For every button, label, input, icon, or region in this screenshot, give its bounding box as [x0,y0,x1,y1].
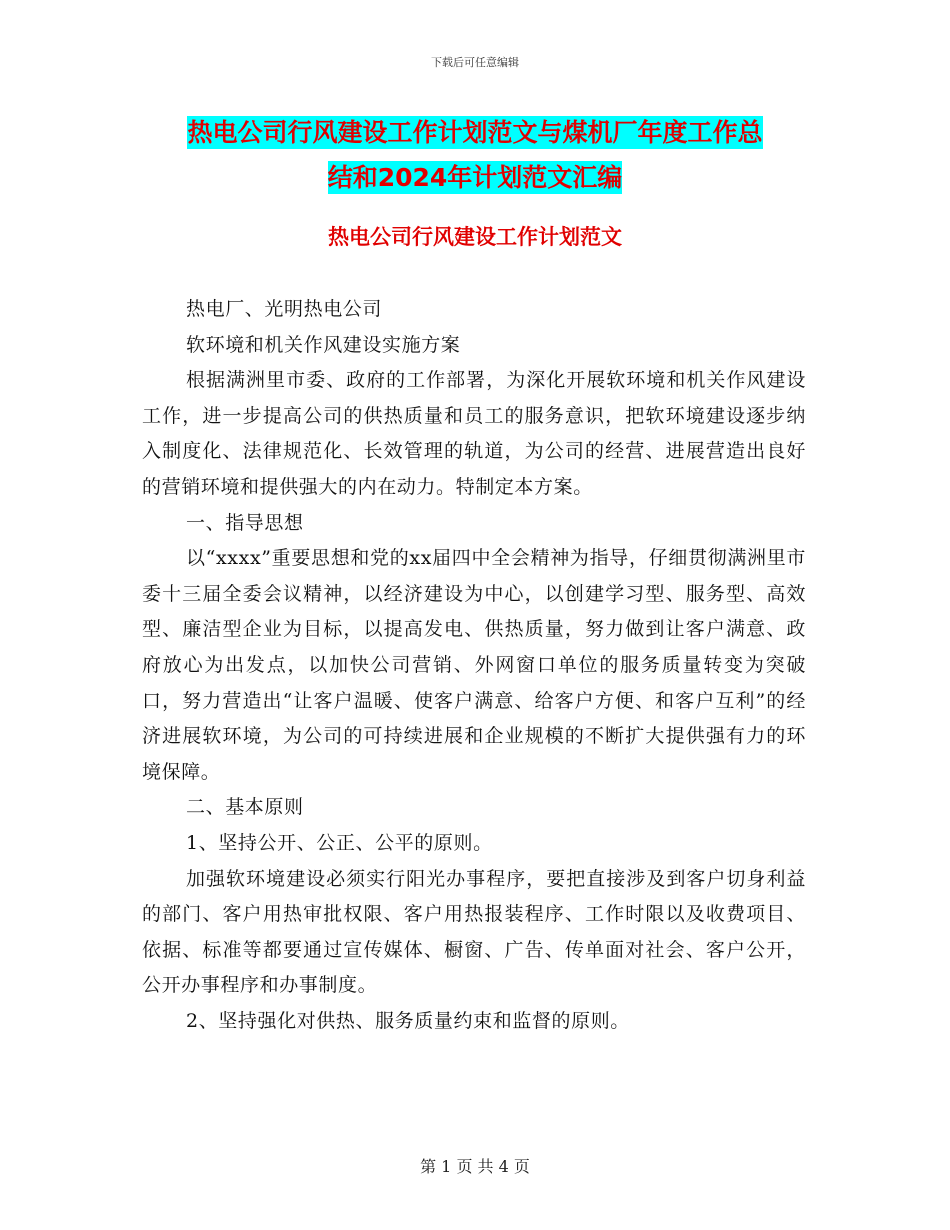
document-title-line-2: 结和2024年计划范文汇编 [327,163,623,192]
paragraph: 根据满洲里市委、政府的工作部署，为深化开展软环境和机关作风建设工作，进一步提高公司的供热质量和员工的服务意识，把软环境建设逐步纳入制度化、法律规范化、长效管理的轨道，为公司的经营、进展营造出良好的营销环境和提供强大的内在动力。特制定本方案。 [142,369,806,498]
page-number: 第 1 页 共 4 页 [420,1157,530,1176]
section-title: 热电公司行风建设工作计划范文 [328,225,622,249]
paragraph: 以“xxxx”重要思想和党的xx届四中全会精神为指导，仔细贯彻满洲里市委十三届全委会议精神，以经济建设为中心，以创建学习型、服务型、高效型、廉洁型企业为目标，以提高发电、供热质量，努力做到让客户满意、政府放心为出发点，以加快公司营销、外网窗口单位的服务质量转变为突破口，努力营造出“让客户温暖、使客户满意、给客户方便、和客户互利”的经济进展软环境，为公司的可持续进展和企业规模的不断扩大提供强有力的环境保障。 [142,547,806,783]
paragraph: 1、坚持公开、公正、公平的原则。 [186,831,493,854]
paragraph: 2、坚持强化对供热、服务质量约束和监督的原则。 [186,1009,630,1032]
document-title [0,110,950,200]
page-header-note: 下载后可任意编辑 [431,56,519,69]
document-body [142,292,806,1039]
paragraph: 二、基本原则 [186,796,304,819]
paragraph: 热电厂、光明热电公司 [186,298,383,320]
paragraph: 加强软环境建设必须实行阳光办事程序，要把直接涉及到客户切身利益的部门、客户用热审批权限、客户用热报装程序、工作时限以及收费项目、依据、标准等都要通过宣传媒体、橱窗、广告、传单面对社会、客户公开，公开办事程序和办事制度。 [142,867,806,997]
paragraph: 软环境和机关作风建设实施方案 [186,333,461,356]
paragraph: 一、指导思想 [186,511,304,534]
document-title-line-1: 热电公司行风建设工作计划范文与煤机厂年度工作总 [187,118,763,147]
